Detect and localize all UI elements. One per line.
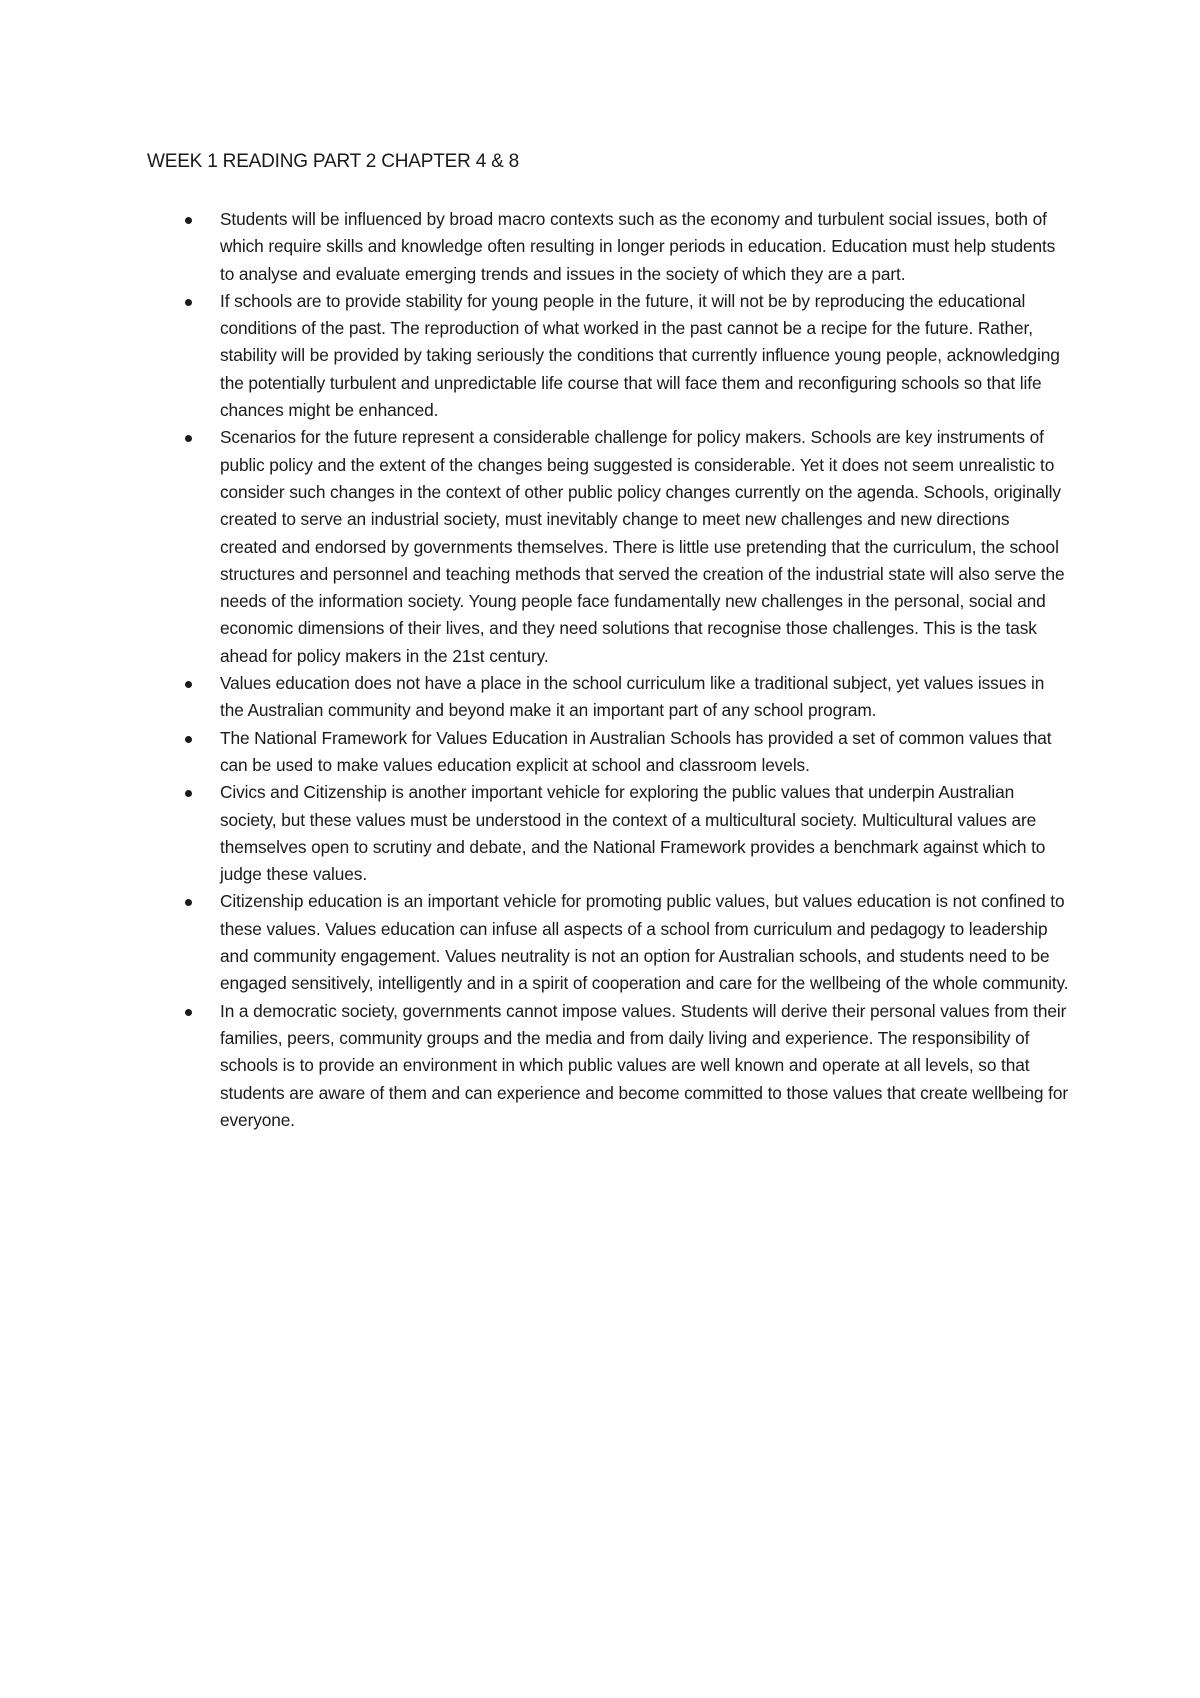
list-item	[0, 998, 1070, 1134]
list-item-text: In a democratic society, governments cannot impose values. Students will derive their personal values from their families, peers, community groups and the media and from daily living and experience. The responsibility of schools is to provide an environment in which public values are well known and operate at all levels, so that students are aware of them and can experience and become committed to those values that create wellbeing for everyone.	[220, 1000, 1068, 1130]
bullet-icon	[185, 435, 192, 442]
list-item	[0, 424, 1070, 670]
bullet-icon	[185, 899, 192, 906]
bullet-list	[0, 206, 1200, 1134]
list-item-text: Students will be influenced by broad macro contexts such as the economy and turbulent social issues, both of which require skills and knowledge often resulting in longer periods in education. Education must help students to analyse and evaluate emerging trends and issues in the society of which they are a part.	[220, 209, 1056, 284]
list-item	[0, 288, 1070, 424]
list-item	[0, 779, 1070, 888]
list-item-text: Civics and Citizenship is another important vehicle for exploring the public values that underpin Australian society, but these values must be understood in the context of a multicultural society. Multicultural values are themselves open to scrutiny and debate, and the National Framework provides a benchmark against which to judge these values.	[220, 782, 1046, 885]
list-item	[0, 670, 1070, 725]
bullet-icon	[185, 1009, 192, 1016]
list-item-text: If schools are to provide stability for young people in the future, it will not be by reproducing the educational conditions of the past. The reproduction of what worked in the past cannot be a recipe for the future. Rather, stability will be provided by taking seriously the conditions that currently influence young people, acknowledging the potentially turbulent and unpredictable life course that will face them and reconfiguring schools so that life chances might be enhanced.	[220, 290, 1060, 421]
document-title: WEEK 1 READING PART 2 CHAPTER 4 & 8	[147, 151, 520, 172]
list-item-text: Citizenship education is an important vehicle for promoting public values, but values education is not confined to these values. Values education can infuse all aspects of a school from curriculum and pedagogy to leadership and community engagement. Values neutrality is not an option for Australian schools, and students need to be engaged sensitively, intelligently and in a spirit of cooperation and care for the wellbeing of the whole community.	[220, 891, 1069, 994]
list-item	[0, 206, 1070, 288]
list-item	[0, 888, 1070, 997]
bullet-icon	[185, 681, 192, 688]
bullet-icon	[185, 217, 192, 224]
list-item	[0, 725, 1070, 780]
list-item-text: Values education does not have a place in the school curriculum like a traditional subject, yet values issues in the Australian community and beyond make it an important part of any school program.	[220, 673, 1045, 721]
list-item-text: The National Framework for Values Education in Australian Schools has provided a set of common values that can be used to make values education explicit at school and classroom levels.	[220, 727, 1052, 775]
bullet-icon	[185, 299, 192, 306]
bullet-icon	[185, 736, 192, 743]
list-item-text: Scenarios for the future represent a considerable challenge for policy makers. Schools are key instruments of public policy and the extent of the changes being suggested is considerable. Yet it does not seem unrealistic to consider such changes in the context of other public policy changes currently on the agenda. Schools, originally created to serve an industrial society, must inevitably change to meet new challenges and new directions created and endorsed by governments themselves. There is little use pretending that the curriculum, the school structures and personnel and teaching methods that served the creation of the industrial state will also serve the needs of the information society. Young people face fundamentally new challenges in the personal, social and economic dimensions of their lives, and they need solutions that recognise those challenges. This is the task ahead for policy makers in the 21st century.	[220, 427, 1065, 666]
bullet-icon	[185, 790, 192, 797]
